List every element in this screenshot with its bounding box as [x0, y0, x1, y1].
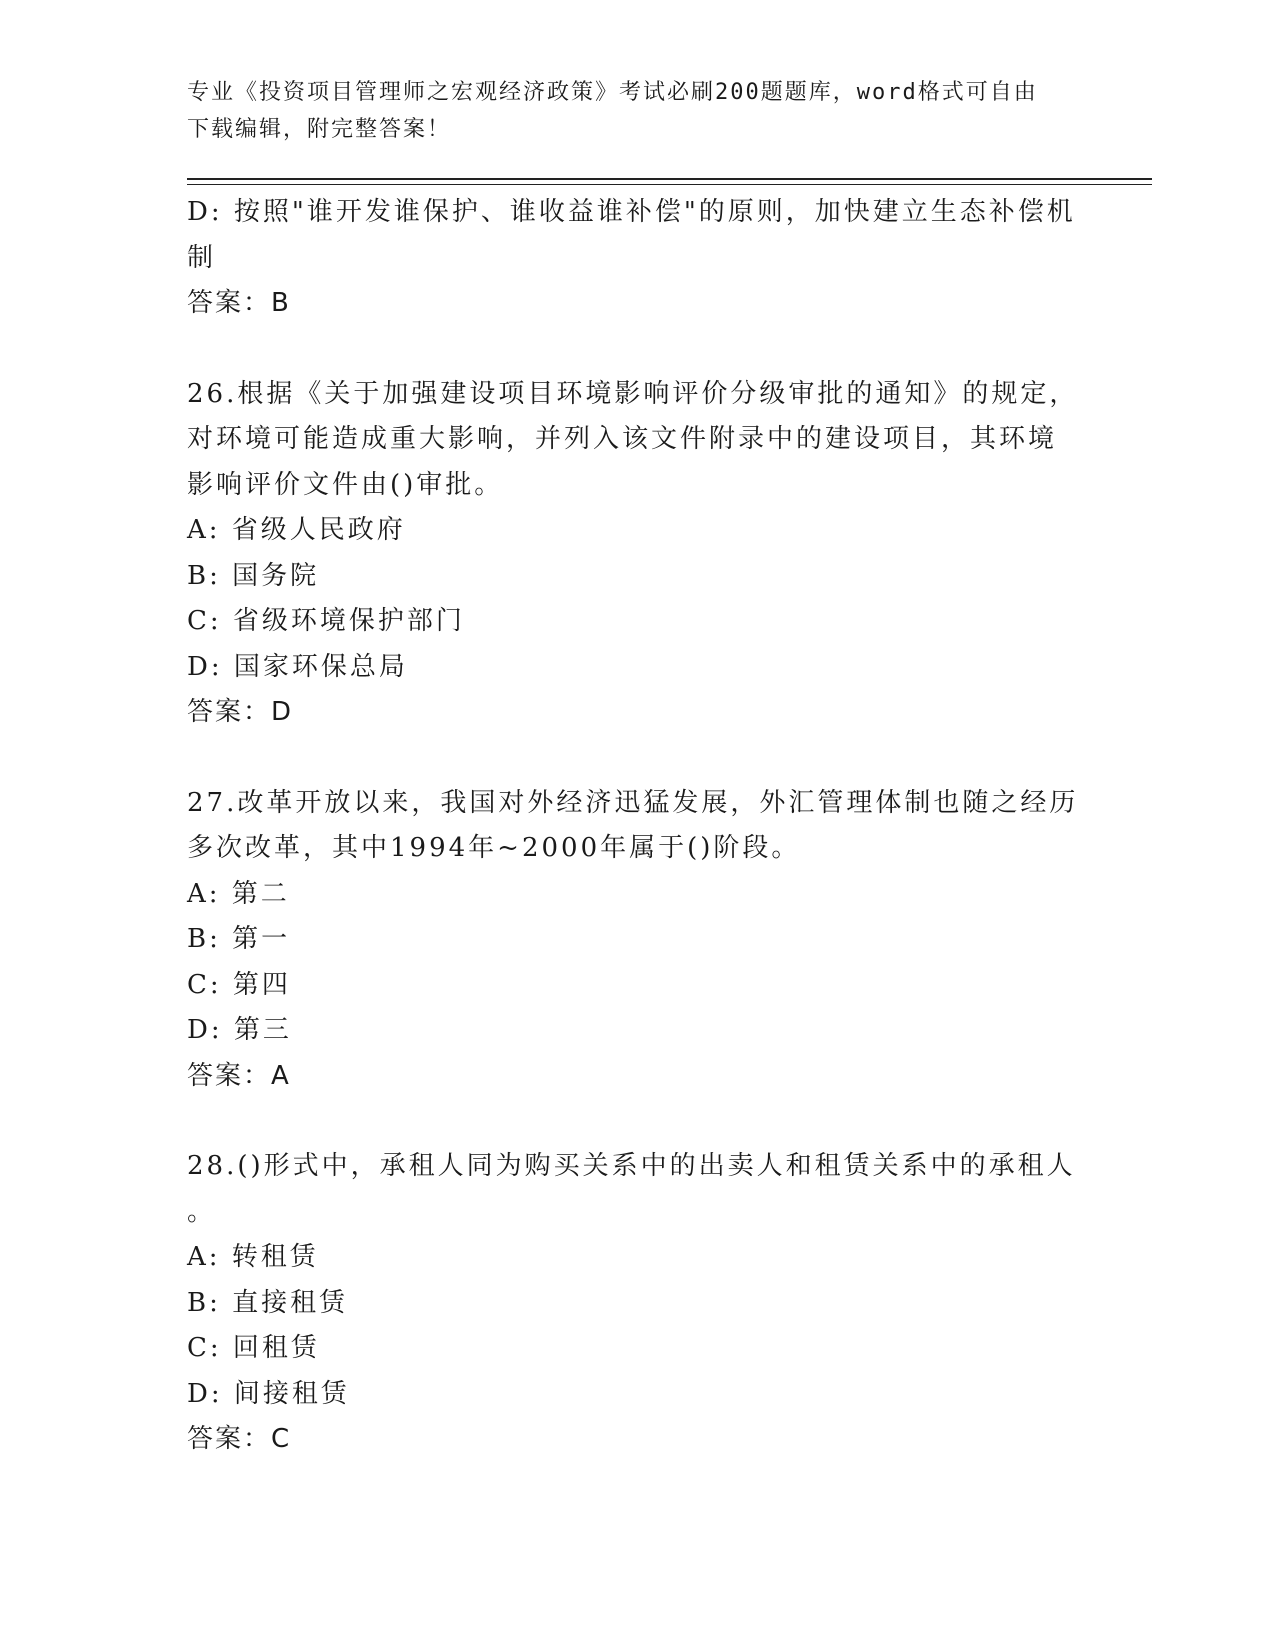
- question-28: [187, 1144, 1087, 1463]
- question-stem: 。: [187, 1196, 217, 1227]
- question-stem: 27.改革开放以来，我国对外经济迅猛发展，外汇管理体制也随之经历: [187, 787, 1079, 818]
- header-rule-thick: [187, 178, 1152, 180]
- header-line-1: 专业《投资项目管理师之宏观经济政策》考试必刷200题题库，word格式可自由: [187, 80, 1038, 105]
- header-rule-thin: [187, 184, 1152, 185]
- option-b: B: 国务院: [187, 560, 320, 591]
- option-c: C: 回租赁: [187, 1333, 320, 1363]
- question-stem: 对环境可能造成重大影响，并列入该文件附录中的建设项目，其环境: [187, 424, 1058, 454]
- page-header: [187, 74, 1087, 148]
- document-body: [187, 190, 1087, 1463]
- option-a: A: 省级人民政府: [187, 515, 406, 545]
- option-a: A: 转租赁: [187, 1242, 319, 1272]
- option-d: D: 第三: [187, 1015, 292, 1045]
- answer: 答案：C: [187, 1424, 292, 1454]
- option-b: B: 第一: [187, 924, 291, 954]
- question-27: [187, 781, 1087, 1100]
- option-c: C: 第四: [187, 969, 291, 1000]
- option-d: D: 国家环保总局: [187, 651, 408, 682]
- answer: 答案：D: [187, 697, 294, 727]
- question-stem: 影响评价文件由()审批。: [187, 469, 504, 500]
- header-line-2: 下载编辑，附完整答案！: [187, 117, 452, 142]
- option-c: C: 省级环境保护部门: [187, 606, 465, 636]
- option-b: B: 直接租赁: [187, 1287, 349, 1318]
- question-stem: 26.根据《关于加强建设项目环境影响评价分级审批的通知》的规定，: [187, 378, 1079, 409]
- answer: 答案：A: [187, 1060, 291, 1091]
- question-25-tail: [187, 190, 1087, 327]
- question-stem: 28.()形式中，承租人同为购买关系中的出卖人和租赁关系中的承租人: [187, 1151, 1076, 1181]
- question-stem: 多次改革，其中1994年~2000年属于()阶段。: [187, 833, 801, 863]
- option-a: A: 第二: [187, 878, 290, 909]
- option-d: D: 间接租赁: [187, 1378, 350, 1409]
- option-d: D: 按照"谁开发谁保护、谁收益谁补偿"的原则，加快建立生态补偿机: [187, 197, 1076, 227]
- question-26: [187, 372, 1087, 736]
- answer: 答案：B: [187, 288, 291, 318]
- option-d-continued: 制: [187, 242, 217, 273]
